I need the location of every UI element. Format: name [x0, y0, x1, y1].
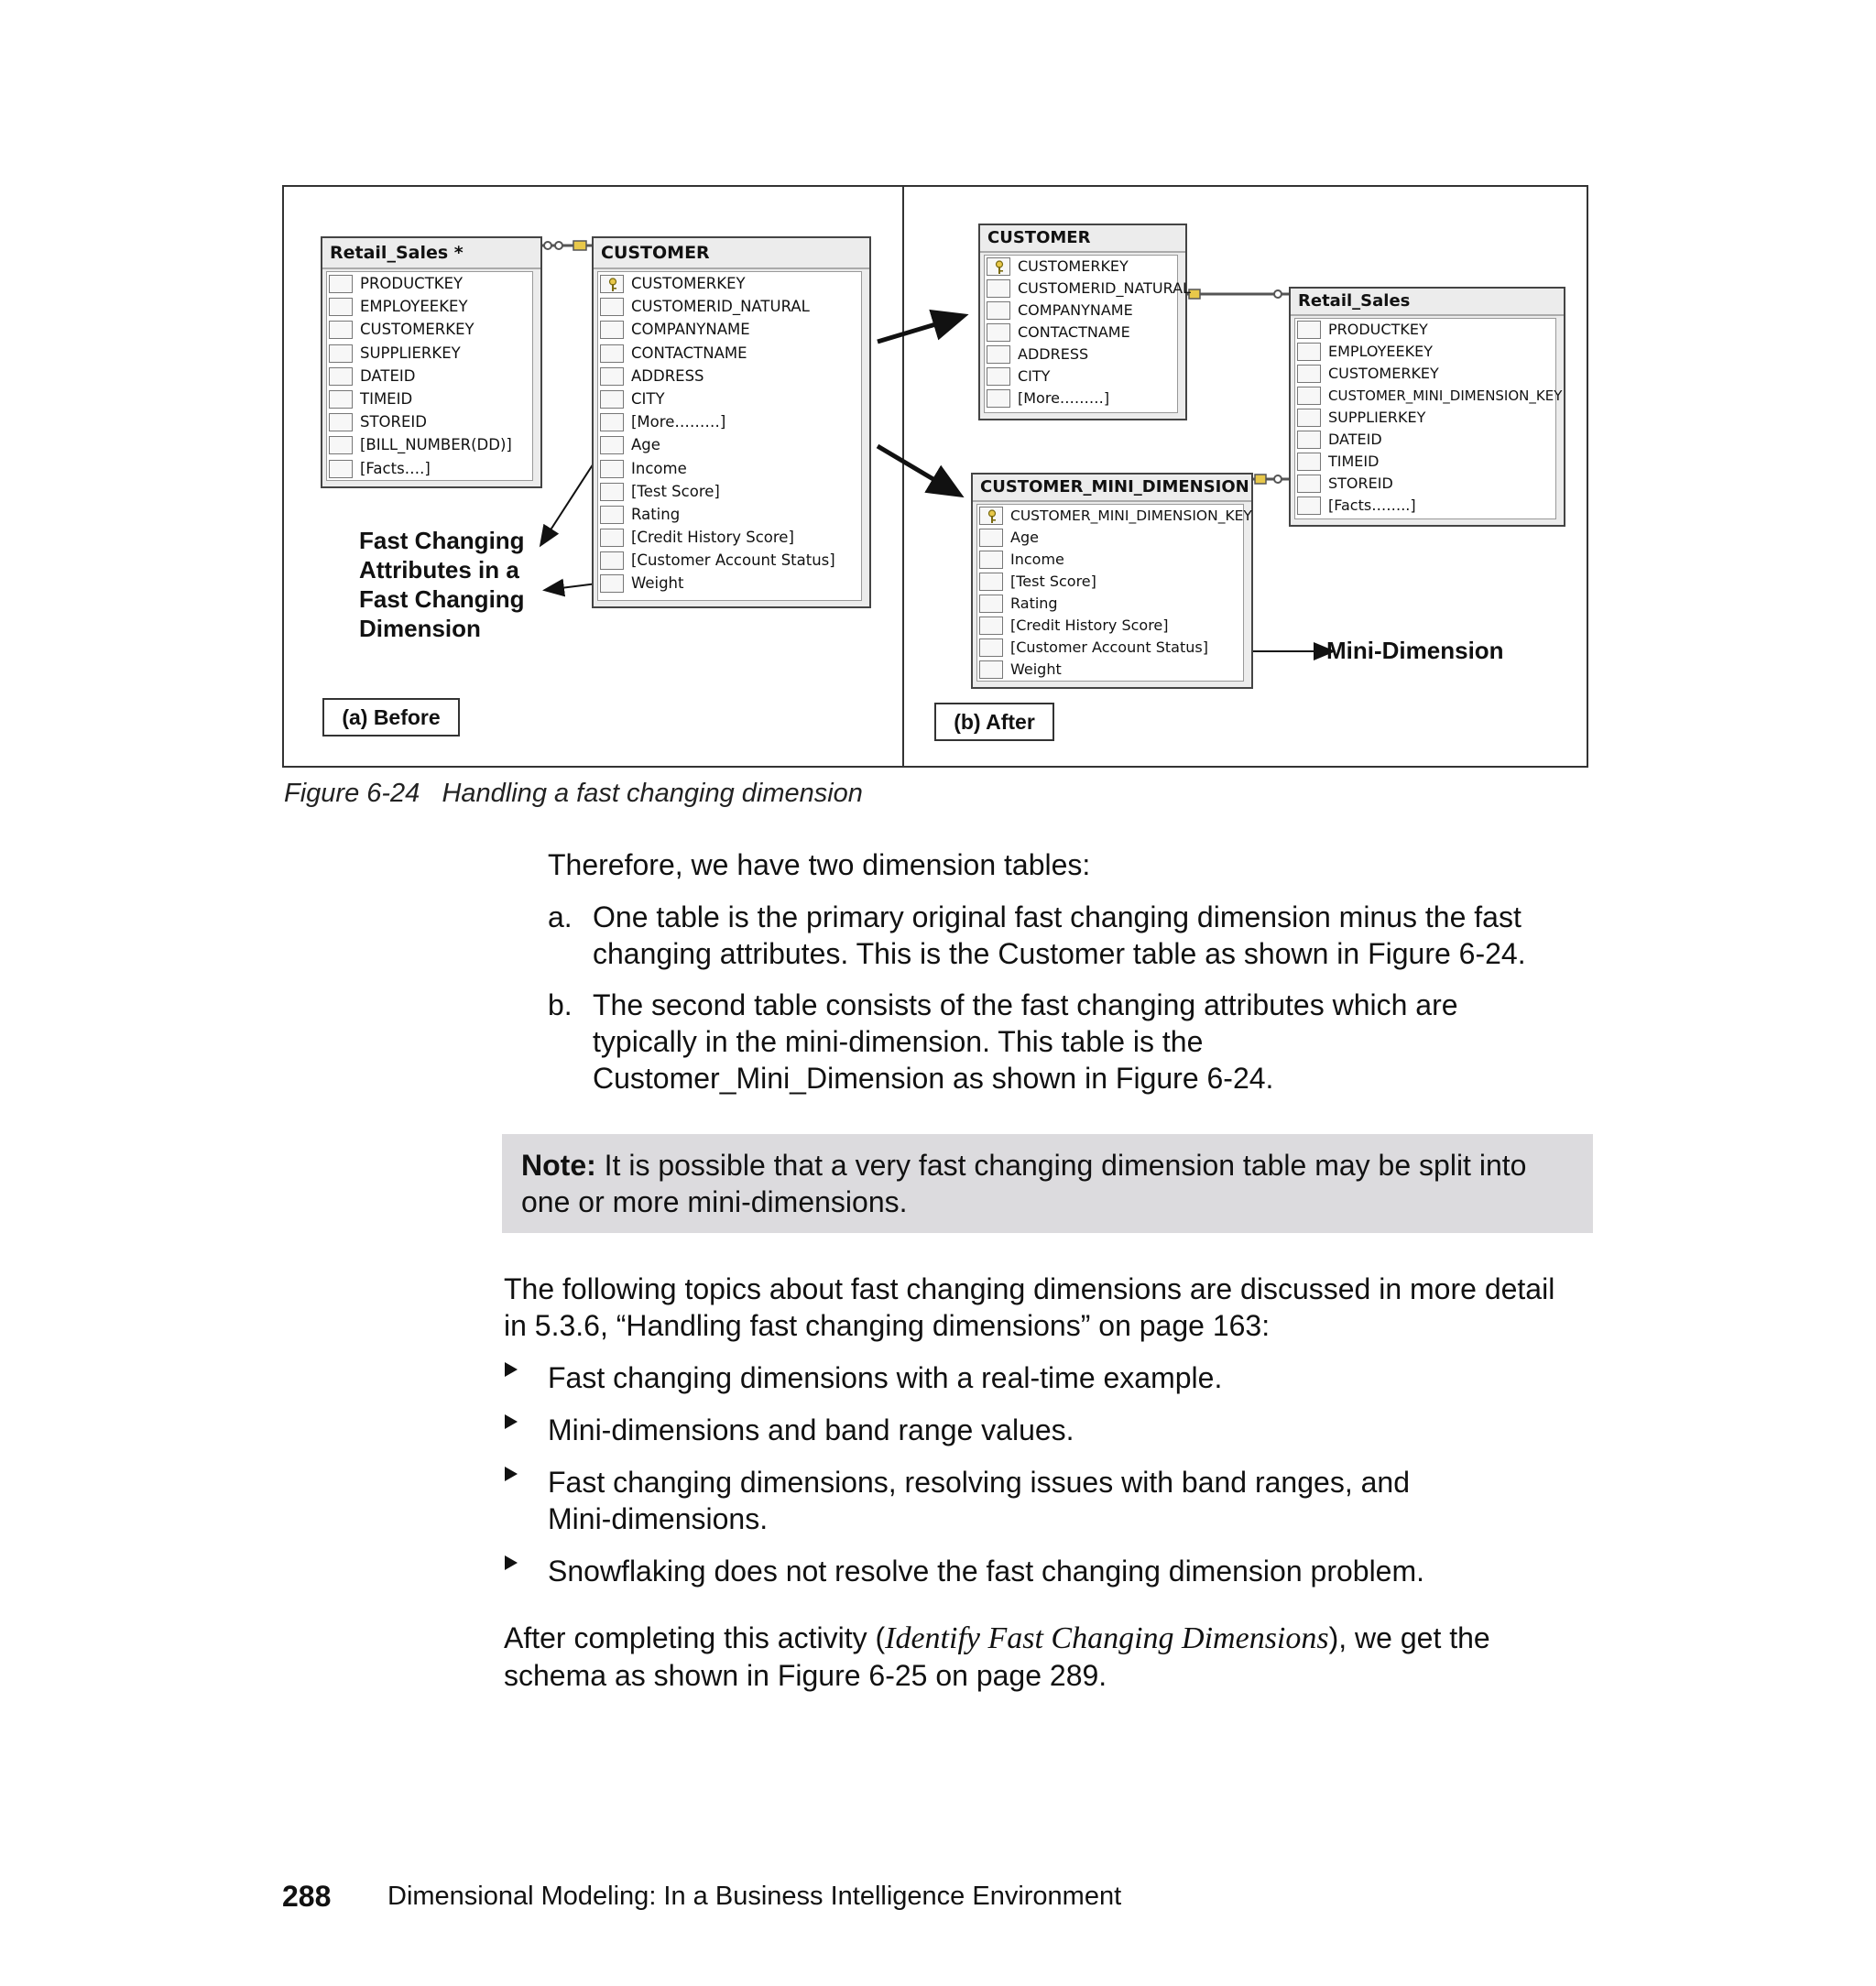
table-row[interactable]: PRODUCTKEY	[327, 272, 532, 295]
table-row[interactable]: CUSTOMERKEY	[598, 272, 861, 295]
table-row[interactable]: CUSTOMERKEY	[327, 318, 532, 341]
after-label: (b) After	[934, 703, 1054, 741]
table-row[interactable]: CUSTOMERID_NATURAL	[985, 278, 1177, 300]
table-row[interactable]: EMPLOYEEKEY	[327, 295, 532, 318]
table-row[interactable]: Age	[977, 527, 1243, 549]
table-row[interactable]: ADDRESS	[598, 365, 861, 387]
table-customer-before[interactable]	[592, 236, 871, 608]
table-row[interactable]: CUSTOMERID_NATURAL	[598, 295, 861, 318]
list-item: Snowflaking does not resolve the fast changing dimension problem.	[548, 1555, 1425, 1588]
list-item: Mini-dimensions and band range values.	[548, 1413, 1074, 1446]
activity-name: Identify Fast Changing Dimensions	[885, 1621, 1329, 1655]
table-row[interactable]: Income	[977, 549, 1243, 571]
table-row[interactable]: Rating	[598, 503, 861, 526]
table-row[interactable]: Weight	[598, 572, 861, 595]
bullet-icon	[504, 1555, 518, 1576]
topics-paragraph: The following topics about fast changing dimensions are discussed in more detail in 5.3.6, “Handling fast changing dimensions” on page 163:	[504, 1272, 1555, 1342]
table-row[interactable]: DATEID	[1295, 429, 1555, 451]
table-row[interactable]: [Credit History Score]	[977, 615, 1243, 637]
table-row[interactable]: [Facts….]	[327, 457, 532, 480]
table-row[interactable]: ADDRESS	[985, 344, 1177, 366]
table-row[interactable]: Rating	[977, 593, 1243, 615]
table-title: Retail_Sales *	[322, 238, 540, 269]
table-title: CUSTOMER_MINI_DIMENSION	[973, 475, 1251, 502]
table-row[interactable]: [Customer Account Status]	[598, 549, 861, 572]
bullet-icon	[504, 1413, 518, 1435]
table-retail-sales-before[interactable]	[321, 236, 542, 488]
table-row[interactable]: [Test Score]	[977, 571, 1243, 593]
relation-line-customer-retail	[1187, 289, 1289, 299]
list-item-letter: a.	[548, 900, 573, 933]
table-row[interactable]: TIMEID	[327, 387, 532, 410]
list-item-b: The second table consists of the fast changing attributes which are typically in the mini-dimension. This table is the Customer_Mini_Dimension as shown in Figure 6-24.	[593, 988, 1458, 1095]
table-row[interactable]: PRODUCTKEY	[1295, 319, 1555, 341]
table-customer-mini-dimension[interactable]	[971, 473, 1253, 689]
mini-dimension-annotation: Mini-Dimension	[1326, 637, 1504, 664]
table-retail-sales-after[interactable]	[1289, 287, 1565, 527]
table-row[interactable]: CITY	[985, 366, 1177, 387]
table-row[interactable]: [More………]	[598, 410, 861, 433]
list-item: Fast changing dimensions, resolving issues with band ranges, and Mini-dimensions.	[548, 1466, 1410, 1535]
table-row[interactable]: CUSTOMER_MINI_DIMENSION_KEY	[1295, 385, 1555, 407]
before-label: (a) Before	[322, 698, 460, 737]
bullet-icon	[504, 1361, 518, 1382]
list-item-letter: b.	[548, 988, 573, 1021]
list-item-a: One table is the primary original fast changing dimension minus the fast changing attributes. This is the Customer table as shown in Figure 6-24.	[593, 900, 1526, 970]
table-row[interactable]: Age	[598, 433, 861, 456]
table-row[interactable]: [Test Score]	[598, 480, 861, 503]
table-row[interactable]: CUSTOMERKEY	[985, 256, 1177, 278]
table-row[interactable]: [BILL_NUMBER(DD)]	[327, 433, 532, 456]
table-row[interactable]: CITY	[598, 387, 861, 410]
table-row[interactable]: DATEID	[327, 365, 532, 387]
note-label: Note:	[521, 1149, 596, 1182]
table-row[interactable]: CUSTOMER_MINI_DIMENSION_KEY	[977, 505, 1243, 527]
table-row[interactable]: [More………]	[985, 387, 1177, 409]
key-icon	[607, 278, 618, 292]
page-number: 288	[282, 1880, 332, 1913]
table-row[interactable]: CONTACTNAME	[598, 342, 861, 365]
table-row[interactable]: SUPPLIERKEY	[1295, 407, 1555, 429]
intro-paragraph: Therefore, we have two dimension tables:	[548, 848, 1091, 881]
closing-paragraph: After completing this activity (Identify Fast Changing Dimensions), we get the schema as shown in Figure 6-25 on page 289.	[504, 1621, 1490, 1692]
key-icon	[994, 260, 1005, 275]
list-item: Fast changing dimensions with a real-time example.	[548, 1361, 1223, 1394]
table-customer-after[interactable]	[978, 224, 1191, 420]
table-row[interactable]: [Customer Account Status]	[977, 637, 1243, 659]
relation-line-before	[542, 241, 594, 250]
table-row[interactable]: SUPPLIERKEY	[327, 342, 532, 365]
figure-caption: Figure 6-24 Handling a fast changing dimension	[284, 779, 863, 808]
table-row[interactable]: CONTACTNAME	[985, 322, 1177, 344]
table-title: Retail_Sales	[1291, 289, 1564, 316]
table-row[interactable]: [Credit History Score]	[598, 526, 861, 549]
key-icon	[987, 509, 998, 524]
table-row[interactable]: STOREID	[327, 410, 532, 433]
table-row[interactable]: STOREID	[1295, 473, 1555, 495]
table-title: CUSTOMER	[980, 225, 1185, 253]
table-row[interactable]: COMPANYNAME	[598, 318, 861, 341]
footer-book-title: Dimensional Modeling: In a Business Intelligence Environment	[387, 1882, 1122, 1911]
table-row[interactable]: TIMEID	[1295, 451, 1555, 473]
table-row[interactable]: EMPLOYEEKEY	[1295, 341, 1555, 363]
figure-connectors	[0, 0, 1876, 824]
fast-changing-annotation: Fast Changing Attributes in a Fast Changing Dimension	[359, 527, 525, 642]
table-row[interactable]: CUSTOMERKEY	[1295, 363, 1555, 385]
table-row[interactable]: Income	[598, 457, 861, 480]
table-row[interactable]: COMPANYNAME	[985, 300, 1177, 322]
relation-line-mini-retail	[1253, 475, 1289, 484]
table-row[interactable]: [Facts……..]	[1295, 495, 1555, 517]
table-title: CUSTOMER	[594, 238, 869, 269]
bullet-icon	[504, 1466, 518, 1487]
table-row[interactable]: Weight	[977, 659, 1243, 681]
note-box: Note: It is possible that a very fast changing dimension table may be split into one or more mini-dimensions.	[502, 1134, 1593, 1233]
